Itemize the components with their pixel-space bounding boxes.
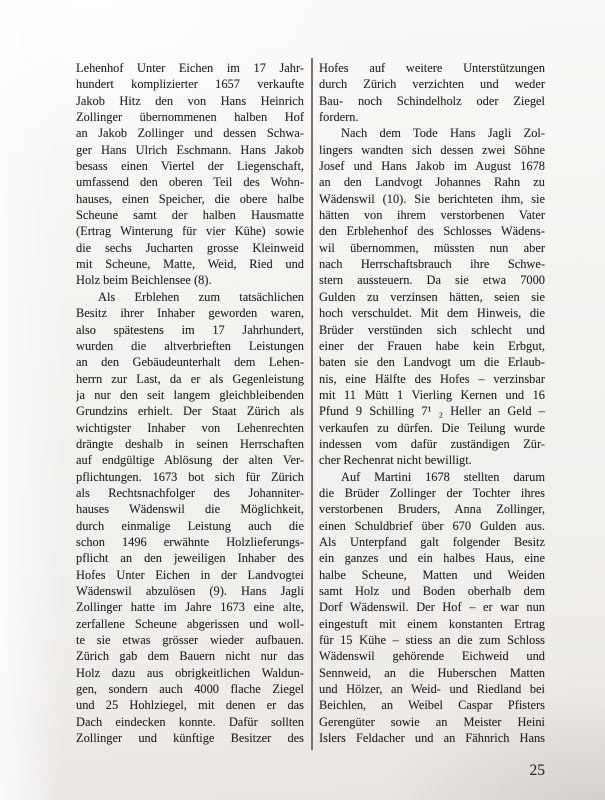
text-line: hauses Wädenswil die Möglichkeit, xyxy=(76,502,304,517)
text-line: Dach eindecken konnte. Dafür sollten xyxy=(76,714,304,729)
text-line: für 15 Kühe – stiess an die zum Schloss xyxy=(319,633,545,648)
text-line: gen, sondern auch 4000 flache Ziegel xyxy=(76,682,304,697)
text-line: hoch verschuldet. Mit dem Hinweis, die xyxy=(319,306,545,321)
text-line: hauses, einen Speicher, die obere halbe xyxy=(76,191,304,206)
text-line: Holz beim Beichlensee (8). xyxy=(76,273,212,288)
text-line: Zollinger übernommenen halben Hof xyxy=(76,110,304,125)
text-column-right xyxy=(319,60,545,746)
text-column-left xyxy=(76,60,304,746)
text-line: umfassend den oberen Teil des Wohn- xyxy=(76,175,304,190)
text-line: Gulden zu verzinsen hätten, seien sie xyxy=(319,289,545,304)
text-line: verstorbenen Bruders, Anna Zollinger, xyxy=(319,502,545,517)
text-line: mit 11 Mütt 1 Vierling Kernen und 16 xyxy=(319,387,545,402)
text-line: wurden die altverbrieften Leistungen xyxy=(76,338,304,353)
text-line: Besitz ihrer Inhaber geworden waren, xyxy=(76,306,304,321)
page-number: 25 xyxy=(529,762,545,779)
text-line: und 25 Hohlziegel, mit denen er das xyxy=(76,698,304,713)
text-line: die Brüder Zollinger der Tochter ihres xyxy=(319,485,545,500)
text-line: wil übernommen, müssten nun aber xyxy=(319,240,545,255)
text-line: besass einen Viertel der Liegenschaft, xyxy=(76,159,304,174)
text-line: samt Holz und Boden oberhalb dem xyxy=(319,584,545,598)
text-line: Gerengüter sowie an Meister Heini xyxy=(319,714,545,729)
column-divider-rule xyxy=(311,58,313,750)
text-line: hundert komplizierter 1657 verkaufte xyxy=(76,77,304,92)
text-line: Josef und Hans Jakob im August 1678 xyxy=(319,159,545,174)
text-line: durch einmalige Leistung auch die xyxy=(76,518,304,533)
text-line: Islers Feldacher und an Fähnrich Hans xyxy=(319,731,545,746)
text-line: Jakob Hitz den von Hans Heinrich xyxy=(76,93,304,108)
text-line: Nach dem Tode Hans Jagli Zol- xyxy=(341,126,545,141)
text-line: Wädenswil (10). Sie berichteten ihm, sie xyxy=(319,191,545,206)
text-line: Zürich gab dem Bauern nicht nur das xyxy=(76,649,304,664)
text-line: (Ertrag Winterung für vier Kühe) sowie xyxy=(76,224,304,239)
text-line: mit Scheune, Matte, Weid, Ried und xyxy=(76,257,304,272)
text-line: Beichlen, an Weibel Caspar Pfisters xyxy=(319,698,545,713)
text-line: eingestuft mit einem konstanten Ertrag xyxy=(319,616,545,631)
text-line: te sie etwas grösser wieder aufbauen. xyxy=(76,633,304,648)
text-line: drängte deshalb in seinen Herrschaften xyxy=(76,436,304,451)
text-line: Zollinger hatte im Jahre 1673 eine alte, xyxy=(76,600,304,615)
text-line: und Hölzer, an Weid- und Riedland bei xyxy=(319,682,545,697)
text-line: die sechs Jucharten grosse Kleinweid xyxy=(76,240,304,255)
text-line: als Rechtsnachfolger des Johanniter- xyxy=(76,485,304,500)
text-line: Pfund 9 Schilling 7¹ ₂ Heller an Geld – xyxy=(319,404,545,419)
text-line: baten sie den Landvogt um die Erlaub- xyxy=(319,355,545,370)
text-line: verkaufen zu dürfen. Die Teilung wurde xyxy=(319,420,545,435)
text-line: Zollinger und künftige Besitzer des xyxy=(76,731,304,746)
text-line: Sennweid, an die Huberschen Matten xyxy=(319,665,545,680)
text-line: Hofes auf weitere Unterstützungen xyxy=(319,61,545,75)
text-line: auf endgültige Ablösung der alten Ver- xyxy=(76,453,304,468)
text-line: an den Gebäudeunterhalt dem Lehen- xyxy=(76,355,304,370)
text-line: an den Landvogt Johannes Rahn zu xyxy=(319,175,545,190)
text-line: Lehenhof Unter Eichen im 17 Jahr- xyxy=(76,61,304,75)
text-line: ger Hans Ulrich Eschmann. Hans Jakob xyxy=(76,142,304,157)
text-line: Hofes Unter Eichen in der Landvogtei xyxy=(76,567,304,582)
text-line: Bau- noch Schindelholz oder Ziegel xyxy=(319,93,545,108)
text-line: Dorf Wädenswil. Der Hof – er war nun xyxy=(319,600,545,615)
text-line: Wädenswil abzulösen (9). Hans Jagli xyxy=(76,584,304,598)
text-line: also spätestens im 17 Jahrhundert, xyxy=(76,322,304,337)
text-line: ein ganzes und ein halbes Haus, eine xyxy=(319,551,545,566)
text-line: den Erblehenhof des Schlosses Wädens- xyxy=(319,224,545,239)
text-line: Holz dazu aus obrigkeitlichen Waldun- xyxy=(76,665,304,680)
text-line: schon 1496 erwähnte Holzlieferungs- xyxy=(76,534,304,549)
text-line: Brüder verstünden sich schlecht und xyxy=(319,322,545,337)
text-line: fordern. xyxy=(319,110,359,125)
text-line: indessen vom dafür zuständigen Zür- xyxy=(319,436,545,451)
text-line: Scheune samt der halben Hausmatte xyxy=(76,208,304,223)
text-line: herrn zur Last, da er als Gegenleistung xyxy=(76,371,304,386)
text-line: wichtigster Inhaber von Lehenrechten xyxy=(76,420,304,435)
text-line: ja nur den seit langem gleichbleibenden xyxy=(76,387,304,402)
text-line: halbe Scheune, Matten und Weiden xyxy=(319,567,545,582)
text-line: Auf Martini 1678 stellten darum xyxy=(341,469,545,484)
text-line: Als Erblehen zum tatsächlichen xyxy=(98,289,304,304)
text-line: Wädenswil gehörende Eichweid und xyxy=(319,649,545,664)
text-line: pflicht an den jeweiligen Inhaber des xyxy=(76,551,304,566)
text-line: cher Rechenrat nicht bewilligt. xyxy=(319,453,472,468)
text-line: nach Herrschaftsbrauch ihre Schwe- xyxy=(319,257,545,272)
text-line: Grundzins erhielt. Der Staat Zürich als xyxy=(76,404,304,419)
text-line: einer der Frauen habe kein Erbgut, xyxy=(319,338,545,353)
text-line: zerfallene Scheune abgerissen und woll- xyxy=(76,616,304,631)
text-line: lingers wandten sich dessen zwei Söhne xyxy=(319,142,545,157)
text-line: pflichtungen. 1673 bot sich für Zürich xyxy=(76,469,304,484)
text-line: an Jakob Zollinger und dessen Schwa- xyxy=(76,126,304,141)
text-line: einen Schuldbrief über 670 Gulden aus. xyxy=(319,518,545,533)
text-line: Als Unterpfand galt folgender Besitz xyxy=(319,534,545,549)
text-line: durch Zürich verzichten und weder xyxy=(319,77,545,92)
text-line: hätten von ihrem verstorbenen Vater xyxy=(319,208,545,223)
text-line: stern aussteuern. Da sie etwa 7000 xyxy=(319,273,545,288)
text-line: nis, eine Hälfte des Hofes – verzinsbar xyxy=(319,371,545,386)
